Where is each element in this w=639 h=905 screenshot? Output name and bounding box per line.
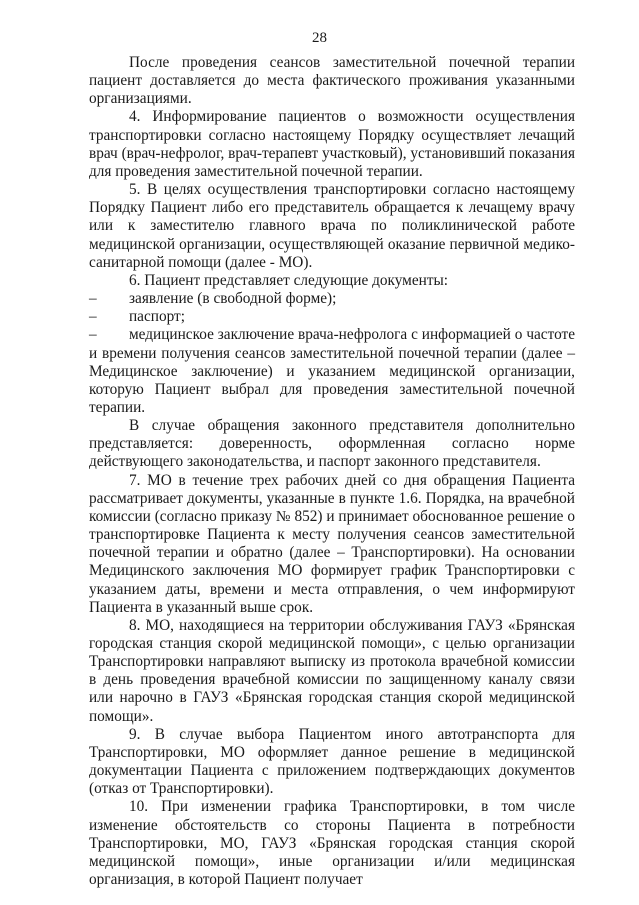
paragraph-return-transport: После проведения сеансов заместительной почечной терапии пациент доставляется до места фактического проживания указанными организациями. xyxy=(89,54,575,108)
paragraph-item-8: 8. МО, находящиеся на территории обслуживания ГАУЗ «Брянская городская станция скорой медицинской помощи», с целью организации Транспортировки направляют выписку из протокола врачебной комиссии в день проведения врачебной комиссии по защищенному каналу связи или нарочно в ГАУЗ «Брянская городская станция скорой медицинской помощи». xyxy=(89,616,575,725)
list-dash: – xyxy=(89,326,97,344)
paragraph-item-10: 10. При изменении графика Транспортировки, в том числе изменение обстоятельств со стороны Пациента в потребности Транспортировки, МО, ГАУЗ «Брянская городская станция скорой медицинской помощи», иные организации и/или медицинская организация, в которой Пациент получает xyxy=(89,798,575,889)
paragraph-item-4: 4. Информирование пациентов о возможности осуществления транспортировки согласно настоящему Порядку осуществляет лечащий врач (врач-нефролог, врач-терапевт участковый), установивший показания для проведения заместительной почечной терапии. xyxy=(89,108,575,180)
paragraph-legal-representative: В случае обращения законного представителя дополнительно представляется: доверенность, оформленная согласно норме действующего законодательства, и паспорт законного представителя. xyxy=(89,417,575,471)
list-item-medical-conclusion xyxy=(89,326,575,417)
page-number: 28 xyxy=(312,30,327,46)
list-dash: – xyxy=(89,290,97,308)
list-dash: – xyxy=(89,308,97,326)
paragraph-item-6: 6. Пациент представляет следующие документы: xyxy=(129,271,449,289)
list-item-application xyxy=(89,290,575,308)
list-item-passport xyxy=(89,308,575,326)
list-item-text: заявление (в свободной форме); xyxy=(129,290,337,308)
paragraph-item-7: 7. МО в течение трех рабочих дней со дня обращения Пациента рассматривает документы, указанные в пункте 1.6. Порядка, на врачебной комиссии (согласно приказу № 852) и принимает обоснованное решение о транспортировке Пациента к месту получения сеансов заместительной почечной терапии и обратно (далее – Транспортировки). На основании Медицинского заключения МО формирует график Транспортировки с указанием даты, времени и места отправления, о чем информируют Пациента в указанный выше срок. xyxy=(89,471,575,616)
list-item-text: паспорт; xyxy=(129,308,185,326)
document-body xyxy=(89,54,575,889)
paragraph-item-5: 5. В целях осуществления транспортировки согласно настоящему Порядку Пациент либо его представитель обращается к лечащему врачу или к заместителю главного врача по поликлинической работе медицинской организации, осуществляющей оказание первичной медико-санитарной помощи (далее - МО). xyxy=(89,181,575,271)
list-item-text: медицинское заключение врача-нефролога с информацией о частоте и времени получения сеансов заместительной почечной терапии (далее – Медицинское заключение) и указанием медицинской организации, которую Пациент выбрал для проведения заместительной почечной терапии. xyxy=(89,326,575,416)
paragraph-item-9: 9. В случае выбора Пациентом иного автотранспорта для Транспортировки, МО оформляет данное решение в медицинской документации Пациента с приложением подтверждающих документов (отказ от Транспортировки). xyxy=(89,725,575,798)
